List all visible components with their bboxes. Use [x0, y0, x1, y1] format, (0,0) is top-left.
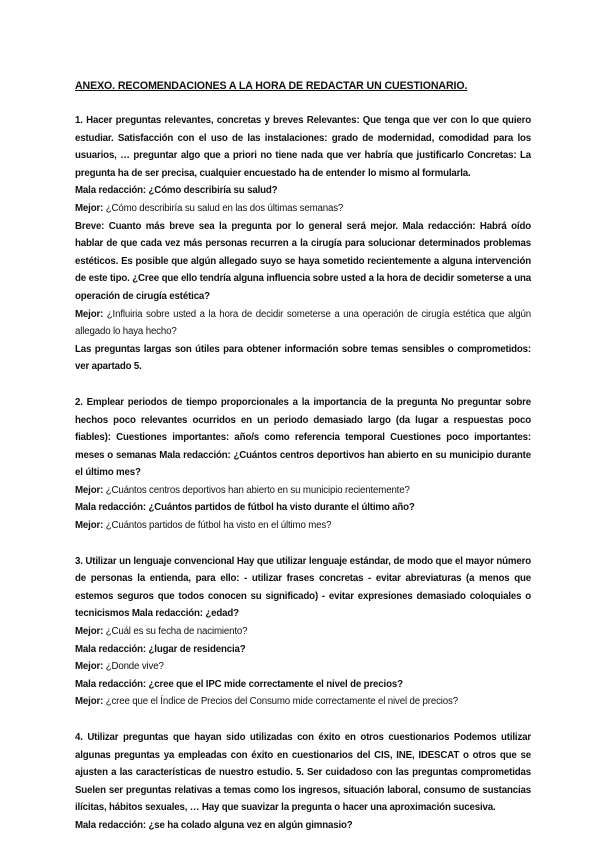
better-text: ¿Donde vive?	[103, 661, 164, 673]
paragraph: 3. Utilizar un lenguaje convencional Hay que utilizar lenguaje estándar, de modo que el mayor número de personas la entienda, para ello: - utilizar frases concretas - evitar abreviaturas (a menos que estemos seguros que todos conocen su significado) - evitar expresiones demasiado coloquiales o tecnicismos Mala redacción: ¿edad?	[75, 555, 531, 620]
document-title: ANEXO. RECOMENDACIONES A LA HORA DE REDACTAR UN CUESTIONARIO.	[75, 80, 468, 92]
better-text: ¿Cuántos centros deportivos han abierto en su municipio recientemente?	[103, 484, 410, 496]
section-2	[75, 394, 531, 535]
better-text: ¿cree que el Índice de Precios del Consumo mide correctamente el nivel de precios?	[103, 696, 458, 708]
section-1	[75, 112, 531, 376]
paragraph: Breve: Cuanto más breve sea la pregunta por lo general será mejor. Mala redacción: Habrá oído hablar de que cada vez más personas recurren a la cirugía para solucionar determinados problemas estéticos. Es posible que algún allegado suyo se haya sometido recientemente a alguna intervención de este tipo. ¿Cree que ello tendría alguna influencia sobre usted a la hora de decidir someterse a una operación de cirugía estética?	[75, 220, 531, 302]
document-page	[75, 78, 531, 853]
better-text: ¿Cuántos partidos de fútbol ha visto en el último mes?	[103, 520, 332, 532]
better-example	[75, 200, 531, 218]
paragraph: Las preguntas largas son útiles para obtener información sobre temas sensibles o comprometidos: ver apartado 5.	[75, 343, 531, 373]
better-label: Mejor:	[75, 520, 104, 532]
section-3	[75, 553, 531, 711]
better-label: Mejor:	[75, 202, 104, 214]
section-4	[75, 729, 531, 835]
better-example	[75, 693, 531, 711]
better-label: Mejor:	[75, 696, 104, 708]
bad-example: Mala redacción: ¿Cuántos partidos de fútbol ha visto durante el último año?	[75, 502, 415, 514]
better-example	[75, 658, 531, 676]
better-label: Mejor:	[75, 484, 104, 496]
better-text: ¿Cómo describiría su salud en las dos últimas semanas?	[103, 202, 344, 214]
bad-example: Mala redacción: ¿se ha colado alguna vez en algún gimnasio?	[75, 819, 353, 831]
better-label: Mejor:	[75, 626, 104, 638]
paragraph: 2. Emplear periodos de tiempo proporcionales a la importancia de la pregunta No preguntar sobre hechos poco relevantes ocurridos en un periodo demasiado largo (da lugar a respuestas poco fiables): Cuestiones importantes: año/s como referencia temporal Cuestiones poco importantes: meses o semanas Mala redacción: ¿Cuántos centros deportivos han abierto en su municipio durante el último mes?	[75, 396, 531, 479]
paragraph: 1. Hacer preguntas relevantes, concretas y breves Relevantes: Que tenga que ver con lo que quiero estudiar. Satisfacción con el uso de las instalaciones: grado de modernidad, comodidad para los usuarios, … preguntar algo que a priori no tiene nada que ver habría que justificarlo Concretas: La pregunta ha de ser precisa, cualquier encuestado ha de entender lo mismo al formularla.	[75, 115, 531, 179]
better-label: Mejor:	[75, 308, 104, 320]
better-example	[75, 306, 531, 341]
better-label: Mejor:	[75, 661, 104, 673]
better-example	[75, 517, 531, 535]
bad-example: Mala redacción: ¿Cómo describiría su salud?	[75, 185, 278, 197]
bad-example: Mala redacción: ¿lugar de residencia?	[75, 643, 246, 655]
better-example	[75, 623, 531, 641]
paragraph: 4. Utilizar preguntas que hayan sido utilizadas con éxito en otros cuestionarios Podemos utilizar algunas preguntas ya empleadas con éxito en cuestionarios del CIS, INE, IDESCAT o otros que se ajusten a las características de nuestro estudio. 5. Ser cuidadoso con las preguntas comprometidas Suelen ser preguntas relativas a temas como los ingresos, situación laboral, consumo de sustancias ilícitas, hábitos sexuales, … Hay que suavizar la pregunta o hacer una aproximación sucesiva.	[75, 732, 531, 814]
better-example	[75, 482, 531, 500]
bad-example: Mala redacción: ¿cree que el IPC mide correctamente el nivel de precios?	[75, 678, 403, 690]
better-text: ¿Influiria sobre usted a la hora de decidir someterse a una operación de cirugía estética que algún allegado lo haya hecho?	[75, 308, 531, 338]
better-text: ¿Cuál es su fecha de nacimiento?	[103, 626, 248, 638]
